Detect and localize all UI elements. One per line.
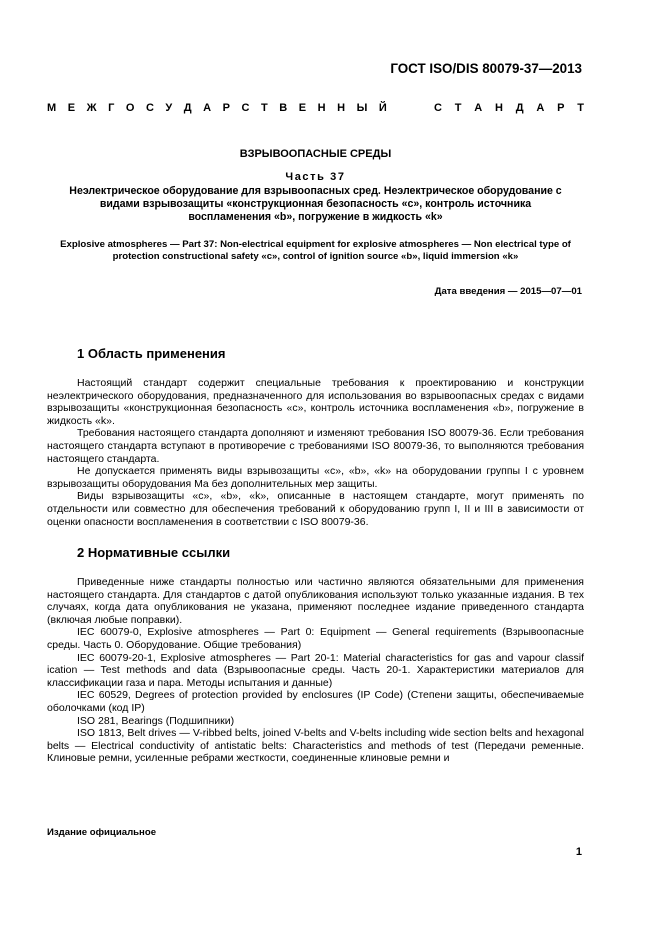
section-body-normative-references: [47, 576, 584, 765]
reference-item: IEC 60529, Degrees of protection provided by enclosures (IP Code) (Степени защиты, обеспечиваемые оболочками (код IP): [47, 689, 584, 714]
reference-item: ISO 281, Bearings (Подшипники): [77, 714, 235, 727]
interstate-standard-label: [47, 102, 584, 114]
paragraph: Приведенные ниже стандарты полностью или частично являются обязательными для применения настоящего стандарта. Для стандартов с датой опубликования используют только указанные издания. В тех случаях, когда дата опубликования не указана, применяют последнее издание приведенного стандарта (включая любые поправки).: [47, 576, 584, 626]
russian-title: Неэлектрическое оборудование для взрывоопасных сред. Неэлектрическое оборудование с видами взрывозащиты «конструкционная безопасность «с», контроль источника воспламенения «b», погружение в жидкость «k»: [69, 185, 562, 223]
paragraph: Виды взрывозащиты «с», «b», «k», описанные в настоящем стандарте, могут применять по отдельности или совместно для обеспечения требований к оборудованию групп I, II и III в зависимости от оценки опасности воспламенения в соответствии с ISO 80079-36.: [47, 490, 584, 528]
part-label: Часть 37: [285, 171, 346, 183]
section-body-scope: [47, 377, 584, 528]
english-title: Explosive atmospheres — Part 37: Non-electrical equipment for explosive atmospheres — Non electrical type of protection constructional safety «c», control of ignition source «b», liquid immersion «k»: [60, 239, 571, 262]
page-number: 1: [575, 846, 582, 858]
reference-item: IEC 60079-0, Explosive atmospheres — Part 0: Equipment — General requirements (Взрывоопасные среды. Часть 0. Оборудование. Общие требования): [47, 626, 584, 651]
section-heading-scope: 1 Область применения: [77, 346, 226, 361]
introduction-date: Дата введения — 2015—07—01: [434, 286, 582, 297]
interstate-word: М Е Ж Г О С У Д А Р С Т В Е Н Н Ы Й: [47, 102, 387, 114]
paragraph: Требования настоящего стандарта дополняют и изменяют требования ISO 80079-36. Если требования настоящего стандарта вступают в противоречие с требованиями ISO 80079-36, то выполняются требования настоящего стандарта.: [47, 427, 584, 465]
document-number: ГОСТ ISO/DIS 80079-37—2013: [390, 61, 582, 76]
standard-word: С Т А Н Д А Р Т: [434, 102, 584, 114]
paragraph: Не допускается применять виды взрывозащиты «с», «b», «k» на оборудовании группы I с уровнем взрывозащиты оборудования Ma без дополнительных мер защиты.: [47, 465, 584, 490]
paragraph: Настоящий стандарт содержит специальные требования к проектированию и конструкции неэлектрического оборудования, предназначенного для использования во взрывоопасных средах с видами взрывозащиты «конструкционная безопасность «с», контроль источника воспламенения «b», погружение в жидкость «k».: [47, 377, 584, 427]
reference-item: ISO 1813, Belt drives — V-ribbed belts, joined V-belts and V-belts including wide section belts and hexagonal belts — Electrical conductivity of antistatic belts: Characteristics and methods of test (Передачи ременные. Клиновые ремни, усиленные ребрами жесткости, соединенные клиновые ремни и: [47, 727, 584, 765]
main-title: ВЗРЫВООПАСНЫЕ СРЕДЫ: [239, 148, 392, 160]
reference-item: IEC 60079-20-1, Explosive atmospheres — Part 20-1: Material characteristics for gas and vapour classif ication — Test methods and data (Взрывоопасные среды. Часть 20-1. Характеристики материалов для классификации газа и пара. Методы испытания и данные): [47, 651, 584, 689]
official-edition-label: Издание официальное: [47, 827, 157, 838]
section-heading-normative-references: 2 Нормативные ссылки: [77, 545, 231, 560]
